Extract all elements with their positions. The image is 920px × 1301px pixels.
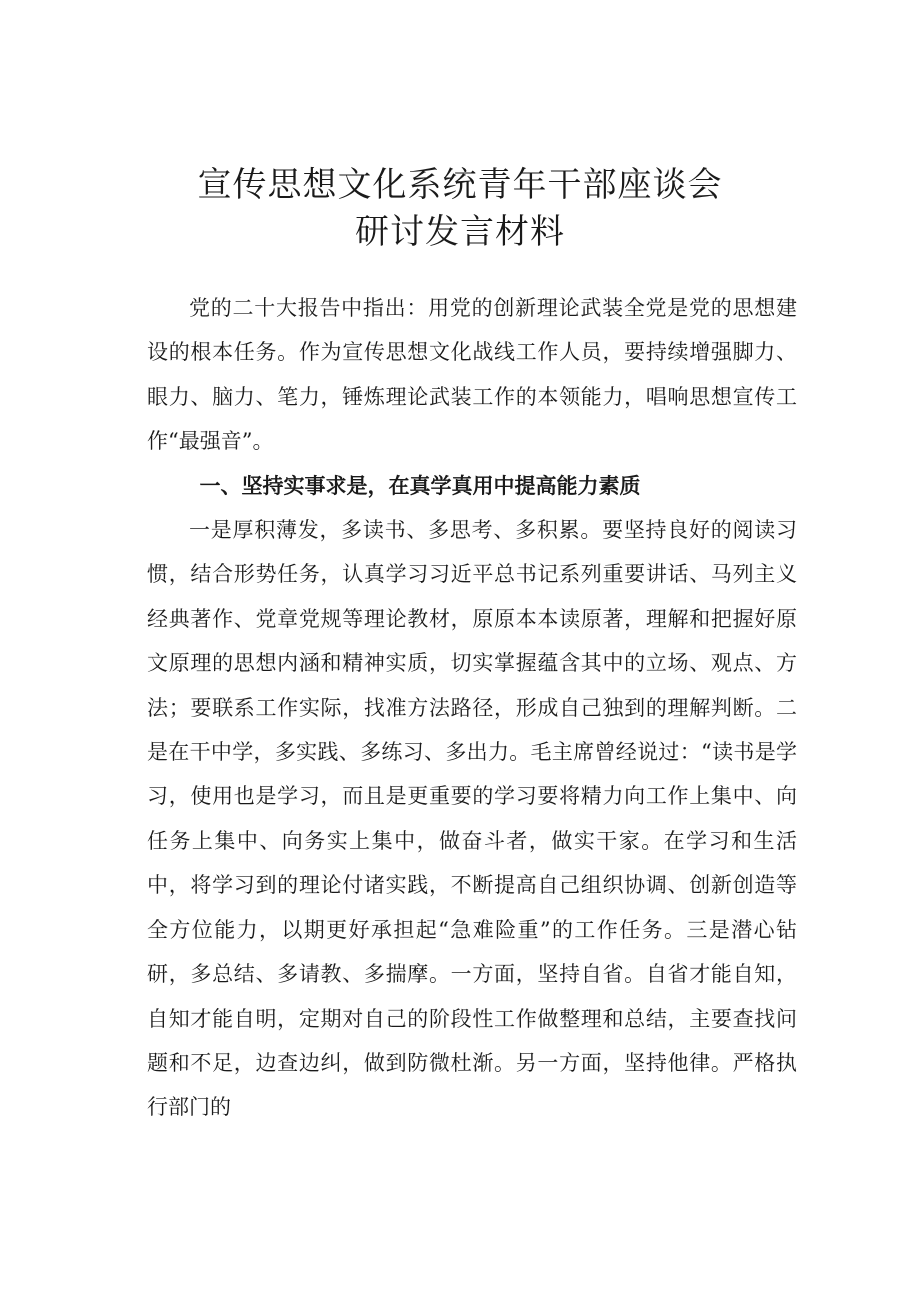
- section-1-paragraph: 一是厚积薄发，多读书、多思考、多积累。要坚持良好的阅读习惯，结合形势任务，认真学习习近平总书记系列重要讲话、马列主义经典著作、党章党规等理论教材，原原本本读原著，理解和把握好原文原理的思想内涵和精神实质，切实掌握蕴含其中的立场、观点、方法；要联系工作实际，找准方法路径，形成自己独到的理解判断。二是在干中学，多实践、多练习、多出力。毛主席曾经说过：“读书是学习，使用也是学习，而且是更重要的学习要将精力向工作上集中、向任务上集中、向务实上集中，做奋斗者，做实干家。在学习和生活中，将学习到的理论付诸实践，不断提高自己组织协调、创新创造等全方位能力，以期更好承担起“急难险重”的工作任务。三是潜心钻研，多总结、多请教、多揣摩。一方面，坚持自省。自省才能自知，自知才能自明，定期对自己的阶段性工作做整理和总结，主要查找问题和不足，边查边纠，做到防微杜渐。另一方面，坚持他律。严格执行部门的: [147, 518, 797, 1120]
- document-title-line-1: 宣传思想文化系统青年干部座谈会: [197, 165, 723, 205]
- intro-paragraph: 党的二十大报告中指出：用党的创新理论武装全党是党的思想建设的根本任务。作为宣传思想文化战线工作人员，要持续增强脚力、眼力、脑力、笔力，锤炼理论武装工作的本领能力，唱响思想宣传工作“最强音”。: [147, 296, 797, 454]
- section-1-heading: 一、坚持实事求是，在真学真用中提高能力素质: [199, 473, 641, 498]
- document-title-line-2: 研讨发言材料: [355, 212, 565, 252]
- document-body: [147, 286, 797, 1130]
